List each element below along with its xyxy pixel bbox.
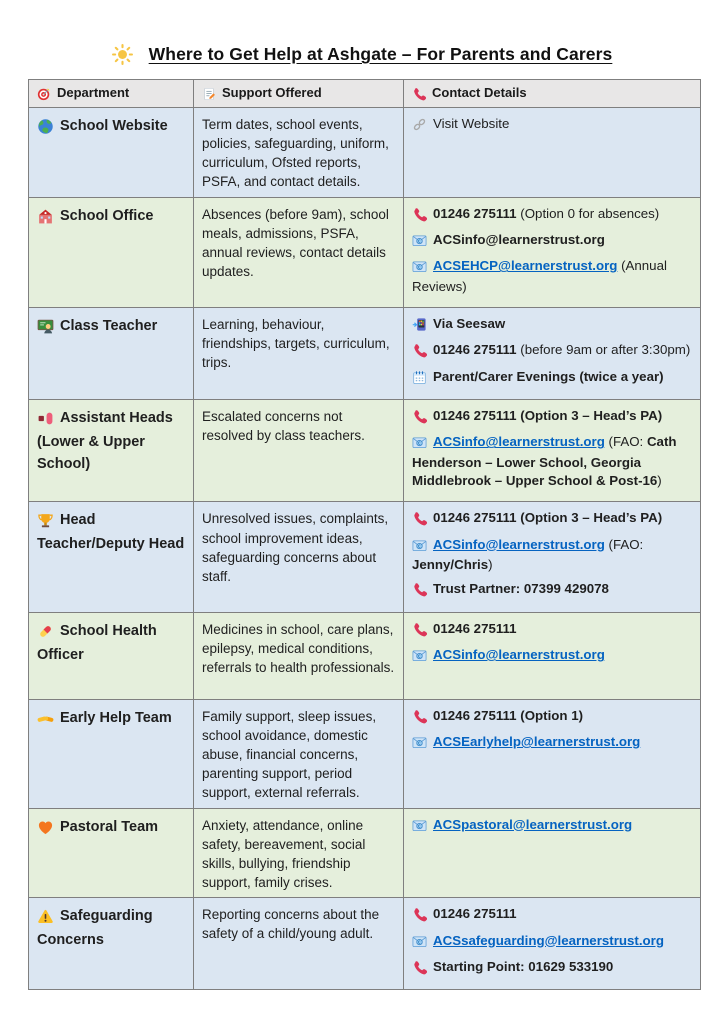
contact-text: (Option 0 for absences) bbox=[516, 205, 660, 221]
support-cell bbox=[194, 898, 404, 990]
contact-text: (FAO: bbox=[604, 434, 647, 450]
department-name: Pastoral Team bbox=[60, 818, 159, 835]
support-cell bbox=[194, 502, 404, 612]
contact-line bbox=[412, 231, 692, 251]
support-cell bbox=[194, 699, 404, 808]
email-icon bbox=[412, 233, 427, 251]
globe-icon bbox=[37, 118, 54, 140]
support-cell bbox=[194, 612, 404, 699]
phone-icon bbox=[412, 622, 427, 640]
page-title: Where to Get Help at Ashgate – For Parents and Carers bbox=[148, 44, 613, 64]
contact-line bbox=[412, 733, 692, 753]
support-text: Unresolved issues, complaints, school improvement ideas, safeguarding concerns about staff. bbox=[202, 511, 389, 584]
contact-line bbox=[412, 580, 692, 600]
contact-cell bbox=[404, 808, 701, 898]
support-text: Absences (before 9am), school meals, admissions, PSFA, annual reviews, contact details updates. bbox=[202, 206, 389, 280]
header-contact bbox=[404, 80, 701, 108]
contact-cell bbox=[404, 308, 701, 400]
email-link[interactable]: ACSEarlyhelp@learnerstrust.org bbox=[433, 734, 641, 750]
email-icon bbox=[412, 818, 427, 836]
phone-icon bbox=[412, 87, 426, 102]
header-support-label: Support Offered bbox=[222, 85, 322, 100]
contact-line bbox=[412, 205, 692, 225]
support-text: Reporting concerns about the safety of a child/young adult. bbox=[202, 907, 380, 942]
contact-text: 01246 275111 bbox=[433, 205, 517, 221]
department-cell bbox=[29, 308, 194, 400]
table-row bbox=[29, 898, 701, 990]
contact-text: (Annual Reviews) bbox=[412, 258, 667, 294]
contact-text: 01246 275111 bbox=[433, 620, 517, 636]
email-icon bbox=[412, 934, 427, 952]
email-link[interactable]: ACSinfo@learnerstrust.org bbox=[433, 434, 605, 450]
support-cell bbox=[194, 108, 404, 198]
email-icon bbox=[412, 435, 427, 453]
support-cell bbox=[194, 808, 404, 898]
contact-line bbox=[412, 115, 692, 135]
header-contact-label: Contact Details bbox=[432, 85, 527, 100]
support-cell bbox=[194, 308, 404, 400]
phone-icon bbox=[412, 960, 427, 978]
contact-text: ) bbox=[657, 473, 662, 489]
contact-line bbox=[412, 646, 692, 666]
handshake-icon bbox=[37, 710, 54, 732]
contact-line bbox=[412, 958, 692, 978]
contact-cell bbox=[404, 699, 701, 808]
phone-icon bbox=[412, 409, 427, 427]
assistant-heads-icon bbox=[37, 410, 54, 432]
contact-line bbox=[412, 707, 692, 727]
contact-text: Starting Point: 01629 533190 bbox=[433, 958, 614, 974]
support-text: Anxiety, attendance, online safety, bereavement, social skills, bullying, friendship support, family crises. bbox=[202, 817, 366, 891]
table-row bbox=[29, 502, 701, 612]
table-row bbox=[29, 108, 701, 198]
email-icon bbox=[412, 259, 427, 277]
contact-cell bbox=[404, 898, 701, 990]
header-support bbox=[194, 80, 404, 108]
email-link[interactable]: ACSEHCP@learnerstrust.org bbox=[433, 258, 618, 274]
header-department bbox=[29, 80, 194, 108]
warning-icon bbox=[37, 908, 54, 930]
email-icon bbox=[412, 735, 427, 753]
teacher-icon bbox=[37, 318, 54, 340]
support-text: Medicines in school, care plans, epilepsy, medical conditions, referrals to health professionals. bbox=[202, 621, 395, 676]
table-row bbox=[29, 400, 701, 502]
contact-cell bbox=[404, 108, 701, 198]
contact-line bbox=[412, 341, 692, 361]
department-cell bbox=[29, 612, 194, 699]
contact-text: Jenny/Chris bbox=[412, 557, 489, 573]
contact-line bbox=[412, 620, 692, 640]
contact-line bbox=[412, 905, 692, 925]
contact-text: ) bbox=[488, 557, 493, 573]
support-text: Escalated concerns not resolved by class teachers. bbox=[202, 409, 365, 444]
sun-icon bbox=[112, 44, 133, 65]
help-table bbox=[28, 79, 701, 990]
contact-text: 01246 275111 (Option 3 – Head’s PA) bbox=[433, 408, 663, 424]
department-name: School Office bbox=[60, 207, 154, 224]
department-name: Safeguarding Concerns bbox=[37, 908, 153, 948]
contact-text: (FAO: bbox=[604, 536, 644, 552]
table-header-row bbox=[29, 80, 701, 108]
support-cell bbox=[194, 400, 404, 502]
contact-line bbox=[412, 433, 692, 490]
contact-line bbox=[412, 368, 692, 388]
table-row bbox=[29, 699, 701, 808]
contact-text: Via Seesaw bbox=[433, 316, 506, 331]
calendar-icon bbox=[412, 370, 427, 388]
phone-icon bbox=[412, 511, 427, 529]
email-link[interactable]: ACSinfo@learnerstrust.org bbox=[433, 536, 605, 552]
trophy-icon bbox=[37, 512, 54, 534]
contact-text: Trust Partner: 07399 429078 bbox=[433, 581, 609, 597]
department-name: Class Teacher bbox=[60, 318, 158, 334]
table-row bbox=[29, 808, 701, 898]
department-name: Head Teacher/Deputy Head bbox=[37, 512, 185, 553]
pill-icon bbox=[37, 623, 54, 645]
contact-line bbox=[412, 932, 692, 952]
contact-text: (before 9am or after 3:30pm) bbox=[516, 342, 691, 358]
phone-icon bbox=[412, 582, 427, 600]
support-text: Term dates, school events, policies, safeguarding, uniform, curriculum, Ofsted reports, PSFA, and contact details. bbox=[202, 117, 389, 190]
department-name: Early Help Team bbox=[60, 709, 172, 726]
seesaw-icon bbox=[412, 317, 427, 335]
website-link[interactable]: Visit Website bbox=[433, 116, 510, 131]
phone-icon bbox=[412, 207, 427, 225]
department-cell bbox=[29, 400, 194, 502]
department-cell bbox=[29, 197, 194, 307]
contact-line bbox=[412, 816, 692, 836]
department-cell bbox=[29, 808, 194, 898]
contact-line bbox=[412, 407, 692, 427]
email-link[interactable]: ACSsafeguarding@learnerstrust.org bbox=[433, 932, 664, 948]
email-icon bbox=[412, 648, 427, 666]
target-icon bbox=[37, 87, 51, 102]
phone-icon bbox=[412, 907, 427, 925]
email-link[interactable]: ACSinfo@learnerstrust.org bbox=[433, 647, 605, 663]
header-department-label: Department bbox=[57, 85, 130, 100]
school-icon bbox=[37, 208, 54, 230]
heart-icon bbox=[37, 819, 54, 841]
contact-line bbox=[412, 257, 692, 296]
department-cell bbox=[29, 699, 194, 808]
link-icon bbox=[412, 117, 427, 135]
table-row bbox=[29, 612, 701, 699]
contact-cell bbox=[404, 400, 701, 502]
email-link[interactable]: ACSpastoral@learnerstrust.org bbox=[433, 816, 633, 832]
contact-text: 01246 275111 (Option 3 – Head’s PA) bbox=[433, 510, 663, 526]
department-name: School Website bbox=[60, 118, 168, 134]
department-cell bbox=[29, 502, 194, 612]
phone-icon bbox=[412, 343, 427, 361]
contact-text: Parent/Carer Evenings (twice a year) bbox=[433, 368, 664, 384]
contact-line bbox=[412, 536, 692, 575]
contact-text: 01246 275111 (Option 1) bbox=[433, 707, 584, 723]
phone-icon bbox=[412, 709, 427, 727]
support-cell bbox=[194, 197, 404, 307]
contact-cell bbox=[404, 197, 701, 307]
email-icon bbox=[412, 538, 427, 556]
contact-line bbox=[412, 509, 692, 529]
page-header bbox=[0, 0, 724, 65]
support-text: Family support, sleep issues, school avoidance, domestic abuse, financial concerns, parenting support, period support, external referrals. bbox=[202, 708, 377, 801]
support-text: Learning, behaviour, friendships, targets, curriculum, trips. bbox=[202, 317, 390, 371]
department-name: School Health Officer bbox=[37, 622, 157, 663]
department-cell bbox=[29, 898, 194, 990]
department-name: Assistant Heads (Lower & Upper School) bbox=[37, 410, 173, 472]
contact-cell bbox=[404, 612, 701, 699]
table-row bbox=[29, 197, 701, 307]
contact-line bbox=[412, 315, 692, 335]
contact-text: ACSinfo@learnerstrust.org bbox=[433, 231, 605, 247]
contact-text: 01246 275111 bbox=[433, 906, 517, 922]
department-cell bbox=[29, 108, 194, 198]
help-table-body bbox=[29, 108, 701, 990]
contact-text: 01246 275111 bbox=[433, 342, 517, 358]
contact-text: Cath Henderson – Lower School, Georgia Middlebrook – Upper School & Post-16 bbox=[412, 434, 677, 489]
memo-icon bbox=[202, 87, 216, 102]
contact-cell bbox=[404, 502, 701, 612]
table-row bbox=[29, 308, 701, 400]
